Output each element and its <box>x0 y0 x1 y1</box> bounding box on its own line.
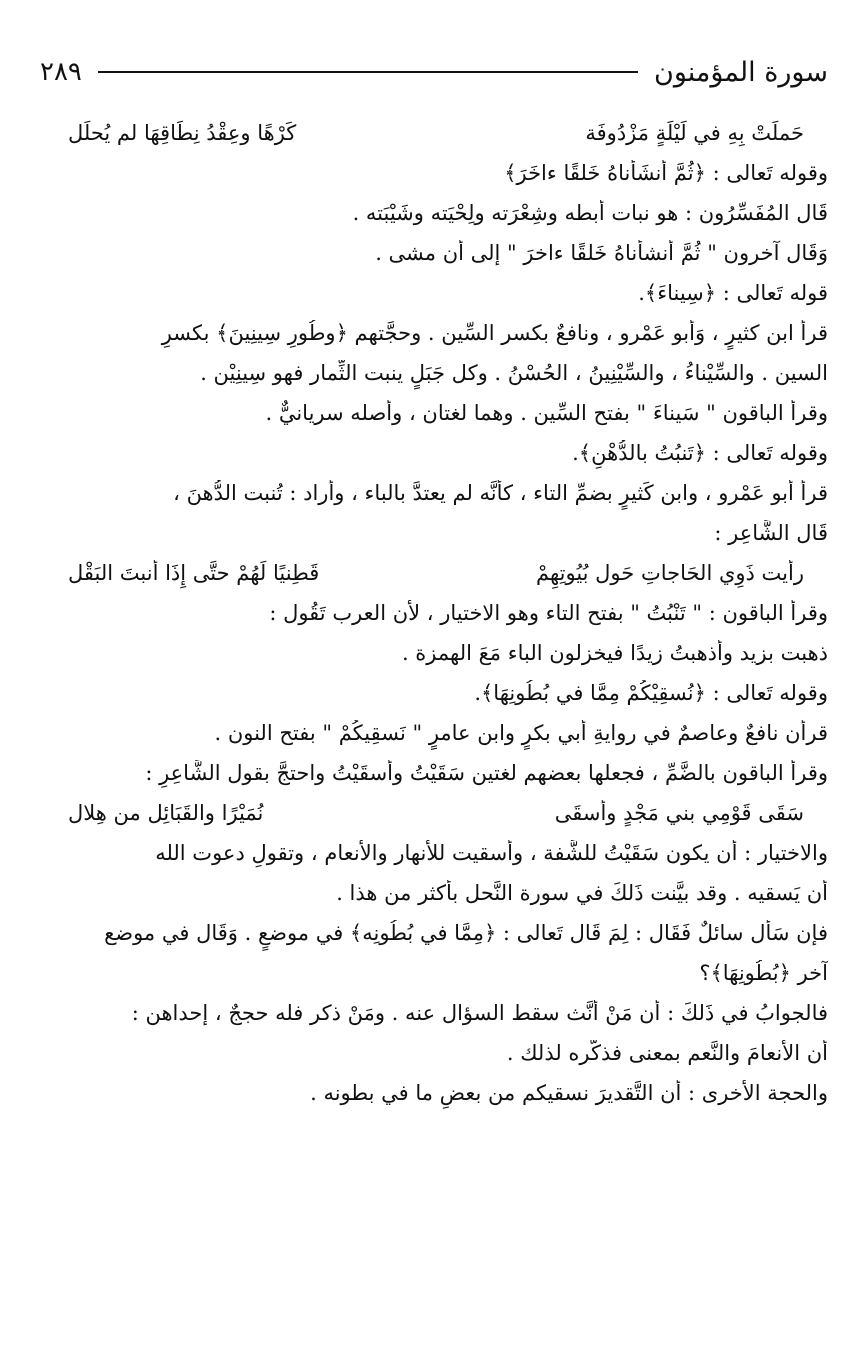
text-line: أن يَسقيه . وقد بيَّنت ذَلكَ في سورة النَّحل بأكثر من هذا . <box>336 881 828 905</box>
poetry-line <box>40 120 828 160</box>
text-line: والحجة الأُخرى : أن التَّقديرَ نسقيكم من بعضِ ما في بطونه . <box>310 1081 828 1105</box>
poetry-hemistich-second: قَطِنيًا لَهُمْ حتَّى إِذَا أَنبتَ البَقْل <box>68 561 320 585</box>
text-line: قرأ أَبو عَمْرو ، وابن كَثيرٍ بضمِّ التاء ، كأنَّه لم يعتدَّ بالباء ، وأراد : تُنبت الدُّهنَ ، <box>173 481 828 505</box>
poetry-hemistich-second: نُمَيْرًا والقَبَائِل من هِلال <box>68 801 264 825</box>
page-body <box>40 120 828 1120</box>
text-line: فالجوابُ في ذَلكَ : أن مَنْ أنَّث سقط السؤال عنه . ومَنْ ذكر فله حججٌ ، إحداهن : <box>131 1001 828 1025</box>
text-line: قَال الشَّاعِر : <box>714 521 828 545</box>
text-line: قوله تَعالى : ﴿سِيناءَ﴾. <box>638 281 828 305</box>
text-line: قَال المُفَسِّرُون : هو نبات أُبطه وشِعْرَته ولِحْيَته وشَيْبَته . <box>352 201 828 225</box>
page-number: ٢٨٩ <box>40 57 82 87</box>
header-rule <box>98 71 638 73</box>
text-line: وقرأ الباقون : " تَنْبُتُ " بفتح التاء وهو الاختيار ، لأن العرب تَقُول : <box>269 601 828 625</box>
text-line: والاختيار : أن يكون سَقَيْتُ للشَّفة ، وأسقيت للأنهار والأنعام ، وتقولِ دعوت الله <box>155 841 828 865</box>
text-line: قرأ ابن كثيرٍ ، وَأَبو عَمْرو ، ونافعٌ بكسر السِّين . وحجَّتهم ﴿وطُورِ سِينِينَ﴾ بكسرِ <box>161 321 828 345</box>
poetry-hemistich-first: رأيت ذَوِي الحَاجاتِ حَول بُيُوتِهِمْ <box>535 561 804 585</box>
text-line: فإن سَأَل سائلٌ فَقَال : لِمَ قَال تَعالى : ﴿مِمَّا في بُطُونِه﴾ في موضعٍ . وَقَال في موضع <box>104 921 828 945</box>
poetry-hemistich-first: سَقَى قَوْمِي بني مَجْدٍ وأَسقَى <box>554 801 804 825</box>
text-line: آخر ﴿بُطُونِهَا﴾؟ <box>699 961 828 985</box>
text-line: أن الأنعامَ والنَّعم بمعنى فذكَّره لذلك . <box>506 1041 828 1065</box>
poetry-hemistich-first: حَملَتْ بِهِ في لَيْلَةٍ مَزْدُوفَة <box>585 121 804 145</box>
surah-title: سورة المؤمنون <box>653 56 828 88</box>
text-line: ذهبت بزيد وأذهبتُ زيدًا فيخزلون الباء مَعَ الهمزة . <box>401 641 828 665</box>
text-line: وَقَال آخرون " ثُمَّ أَنشأْناهُ خَلقًا ءاخرَ " إلى أن مشى . <box>375 241 828 265</box>
text-line: وقوله تَعالى : ﴿تَنبُتُ بالدُّهْنِ﴾. <box>572 441 828 465</box>
text-line: وقرأ الباقون " سَيناءَ " بفتح السِّين . وهما لغتان ، وأصله سريانيٌّ . <box>265 401 828 425</box>
text-line: السين . والسِّيْناءُ ، والسِّيْنِينُ ، الحُسْنُ . وكل جَبَلٍ ينبت الثِّمار فهو سِينِيْن . <box>200 361 828 385</box>
poetry-line <box>40 800 828 840</box>
poetry-line <box>40 560 828 600</box>
text-line: وقوله تَعالى : ﴿نُسقِيْكُمْ مِمَّا في بُطُونِهَا﴾. <box>474 681 828 705</box>
poetry-hemistich-second: كَرْهًا وعِقْدُ نِطَاقِهَا لم يُحلَل <box>68 121 297 145</box>
page-header <box>40 52 828 92</box>
text-line: قرأن نافعٌ وعاصمٌ في روايةِ أبي بكرٍ وابن عامرٍ " نَسقِيكُمْ " بفتح النون . <box>214 721 828 745</box>
text-line: وقرأ الباقون بالضَّمِّ ، فجعلها بعضهم لغتين سَقَيْتُ وأَسقَيْتُ واحتجَّ بقول الشَّاعِرِ : <box>145 761 828 785</box>
text-line: وقوله تَعالى : ﴿ثُمَّ أَنشَأْناهُ خَلقًا ءاخَرَ﴾ <box>504 161 828 185</box>
